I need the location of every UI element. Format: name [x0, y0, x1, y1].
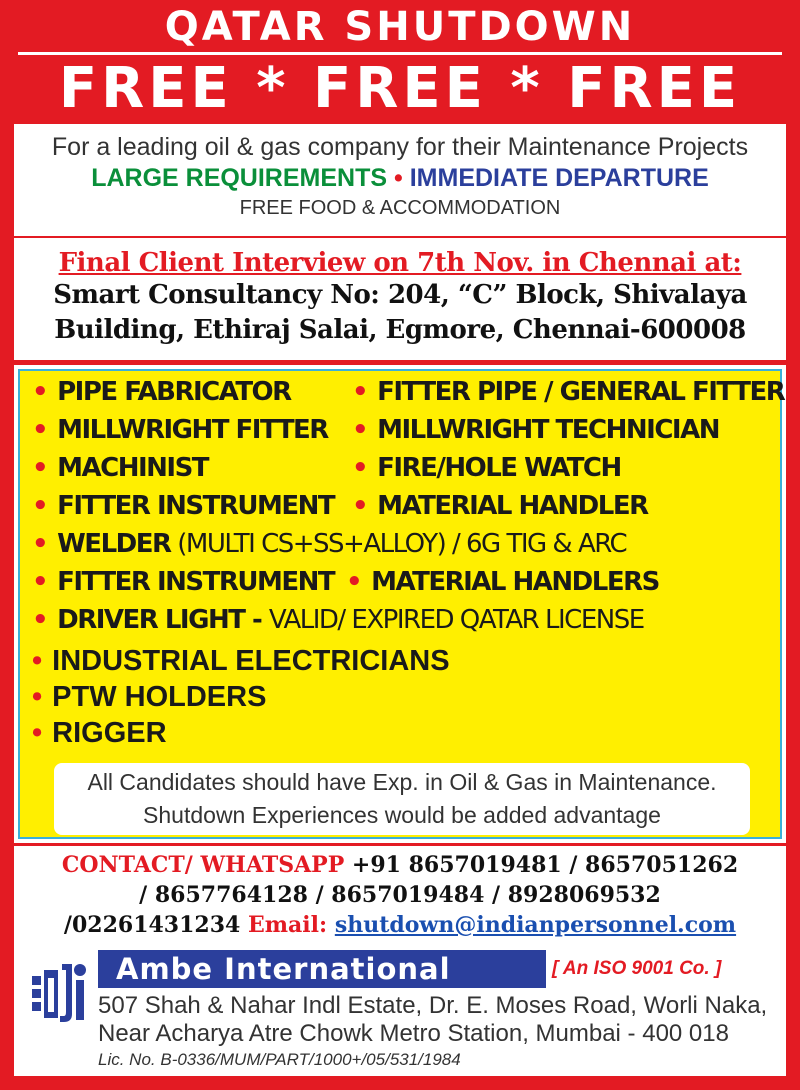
interview-box — [14, 238, 786, 360]
job-title-col2 — [352, 453, 621, 483]
job-title: MACHINIST — [57, 453, 209, 483]
job-title: INDUSTRIAL ELECTRICIANS — [52, 645, 450, 677]
job-row — [32, 605, 644, 641]
job-title: FITTER INSTRUMENT — [57, 567, 335, 597]
bullet-icon: • — [32, 681, 43, 713]
phone-numbers[interactable]: / 8657764128 / 8657019484 / 8928069532 — [139, 882, 661, 908]
phone-numbers[interactable]: +91 8657019481 / 8657051262 — [344, 852, 739, 878]
bullet-icon: • — [32, 717, 43, 749]
interview-address-line1: Smart Consultancy No: 204, “C” Block, Shivalaya — [53, 280, 747, 310]
jobs-list — [18, 369, 785, 839]
company-address-line2: Near Acharya Atre Chowk Metro Station, Mumbai - 400 018 — [98, 1020, 729, 1047]
food-accommodation-label: FREE FOOD & ACCOMMODATION — [239, 197, 561, 219]
company-name-banner: Ambe International — [98, 950, 546, 988]
job-row — [32, 681, 266, 717]
job-row — [32, 453, 621, 489]
job-title: MATERIAL HANDLER — [377, 491, 648, 521]
job-title-col2 — [352, 491, 648, 521]
poster-title: QATAR SHUTDOWN — [164, 4, 636, 50]
job-title: PIPE FABRICATOR — [57, 377, 291, 407]
email-link[interactable]: shutdown@indianpersonnel.com — [334, 912, 737, 938]
job-row — [32, 567, 659, 603]
job-title: MILLWRIGHT FITTER — [57, 415, 328, 445]
experience-note — [54, 763, 750, 835]
job-title-col2 — [352, 377, 784, 407]
phone-numbers[interactable]: /02261431234 — [63, 912, 241, 938]
company-address-line1: 507 Shah & Nahar Indl Estate, Dr. E. Moses Road, Worli Naka, — [98, 992, 768, 1019]
note-line2: Shutdown Experiences would be added advantage — [143, 802, 661, 828]
license-number: Lic. No. B-0336/MUM/PART/1000+/05/531/1984 — [98, 1050, 461, 1069]
immediate-departure-label: IMMEDIATE DEPARTURE — [409, 164, 709, 192]
job-row — [32, 645, 450, 681]
job-row — [32, 377, 785, 413]
title-divider — [18, 52, 782, 55]
contact-line3 — [14, 910, 786, 940]
job-title: FITTER PIPE / GENERAL FITTER — [377, 377, 785, 407]
job-row — [32, 717, 167, 753]
bullet-icon: • — [32, 605, 48, 635]
interview-address-line2: Building, Ethiraj Salai, Egmore, Chennai-600008 — [54, 315, 746, 345]
contact-box — [14, 846, 786, 1076]
bullet-icon: • — [352, 377, 368, 407]
contact-line2 — [14, 880, 786, 910]
bullet-icon: • — [352, 491, 368, 521]
job-row — [32, 415, 719, 451]
job-title: DRIVER LIGHT - — [57, 605, 269, 635]
job-title-col2 — [346, 567, 659, 597]
jobs-box — [14, 365, 786, 843]
bullet-icon: • — [32, 491, 48, 521]
contact-label: CONTACT/ WHATSAPP — [61, 852, 345, 878]
job-title-col2 — [352, 415, 719, 445]
job-row — [32, 529, 626, 565]
bullet-icon: • — [32, 645, 43, 677]
job-title: RIGGER — [52, 717, 167, 749]
ambe-logo-icon — [28, 956, 90, 1024]
bullet-icon: • — [32, 377, 48, 407]
bullet-icon: • — [352, 453, 368, 483]
job-row — [32, 491, 648, 527]
bullet-icon: • — [32, 415, 48, 445]
job-title: PTW HOLDERS — [52, 681, 267, 713]
contact-line1 — [14, 850, 786, 880]
free-banner: FREE * FREE * FREE — [58, 56, 742, 121]
large-requirements-label: LARGE REQUIREMENTS — [91, 164, 388, 192]
bullet-icon: • — [352, 415, 368, 445]
note-line1: All Candidates should have Exp. in Oil & Gas in Maintenance. — [87, 769, 717, 795]
job-title: FITTER INSTRUMENT — [57, 491, 335, 521]
bullet-icon: • — [32, 567, 48, 597]
separator-dot: • — [394, 164, 403, 192]
job-detail: (MULTI CS+SS+ALLOY) / 6G TIG & ARC — [170, 529, 627, 559]
intro-highlights — [14, 164, 786, 193]
job-detail: VALID/ EXPIRED QATAR LICENSE — [268, 605, 644, 635]
interview-heading: Final Client Interview on 7th Nov. in Chennai at: — [58, 248, 742, 278]
intro-box — [14, 124, 786, 236]
job-title: WELDER — [57, 529, 171, 559]
bullet-icon: • — [346, 567, 362, 597]
bullet-icon: • — [32, 453, 48, 483]
bullet-icon: • — [32, 529, 48, 559]
job-title: MILLWRIGHT TECHNICIAN — [377, 415, 719, 445]
job-title: FIRE/HOLE WATCH — [377, 453, 621, 483]
intro-description: For a leading oil & gas company for their Maintenance Projects — [51, 133, 749, 161]
contact-details — [14, 850, 786, 940]
iso-badge: [ An ISO 9001 Co. ] — [552, 958, 722, 979]
email-label: Email: — [240, 912, 335, 938]
job-title: MATERIAL HANDLERS — [371, 567, 659, 597]
